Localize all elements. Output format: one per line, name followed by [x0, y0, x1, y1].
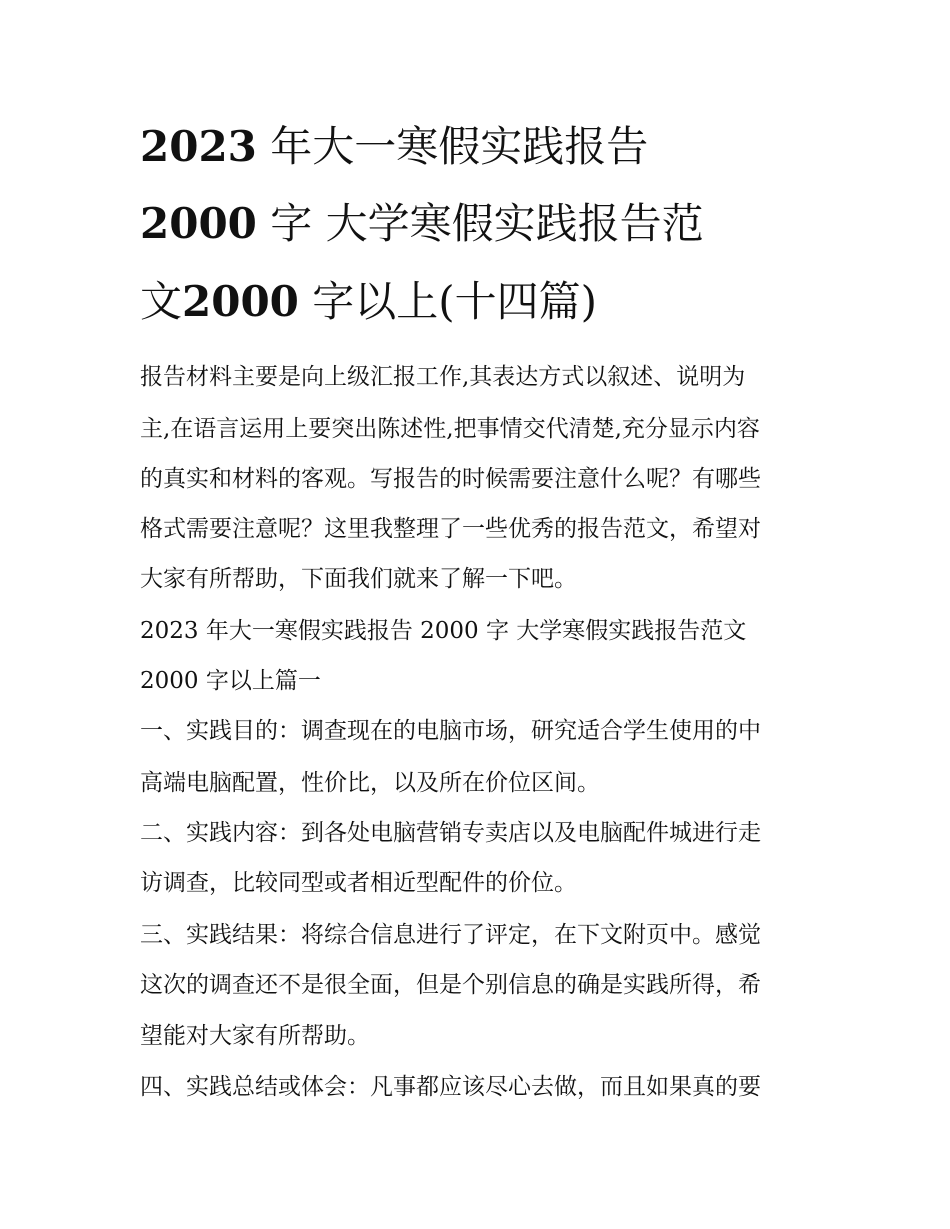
title-text: 文 — [140, 277, 183, 326]
document-title-line-2 — [140, 199, 820, 248]
subtitle-line: 2023 年大一寒假实践报告 2000 字 大学寒假实践报告范文 — [140, 618, 747, 644]
body-line: 主,在语言运用上要突出陈述性,把事情交代清楚,充分显示内容 — [140, 416, 760, 442]
body-line: 访调查，比较同型或者相近型配件的价位。 — [140, 870, 577, 896]
document-title-line-3 — [140, 277, 820, 326]
body-line: 的真实和材料的客观。写报告的时候需要注意什么呢？有哪些 — [140, 466, 761, 492]
body-line: 四、实践总结或体会：凡事都应该尽心去做，而且如果真的要 — [140, 1074, 761, 1100]
title-number: 2023 — [140, 122, 257, 171]
title-number: 2000 — [182, 277, 299, 326]
body-line: 一、实践目的：调查现在的电脑市场，研究适合学生使用的中 — [140, 718, 761, 744]
body-line: 格式需要注意呢？这里我整理了一些优秀的报告范文，希望对 — [140, 516, 761, 542]
title-text: 年大一寒假实践报告 — [270, 122, 649, 171]
body-line: 报告材料主要是向上级汇报工作,其表达方式以叙述、说明为 — [140, 364, 746, 390]
body-line: 高端电脑配置，性价比，以及所在价位区间。 — [140, 770, 600, 796]
body-line: 三、实践结果：将综合信息进行了评定，在下文附页中。感觉 — [140, 922, 761, 948]
body-line: 望能对大家有所帮助。 — [140, 1023, 370, 1049]
body-line: 大家有所帮助，下面我们就来了解一下吧。 — [140, 566, 577, 592]
body-line: 这次的调查还不是很全面，但是个别信息的确是实践所得，希 — [140, 972, 761, 998]
title-text: 字 大学寒假实践报告范 — [270, 199, 704, 248]
body-line: 二、实践内容：到各处电脑营销专卖店以及电脑配件城进行走 — [140, 820, 761, 846]
title-number: 2000 — [140, 199, 257, 248]
document-title-line-1 — [140, 122, 820, 171]
title-text: 字以上(十四篇) — [312, 277, 598, 326]
subtitle-line: 2000 字以上篇一 — [140, 668, 321, 694]
